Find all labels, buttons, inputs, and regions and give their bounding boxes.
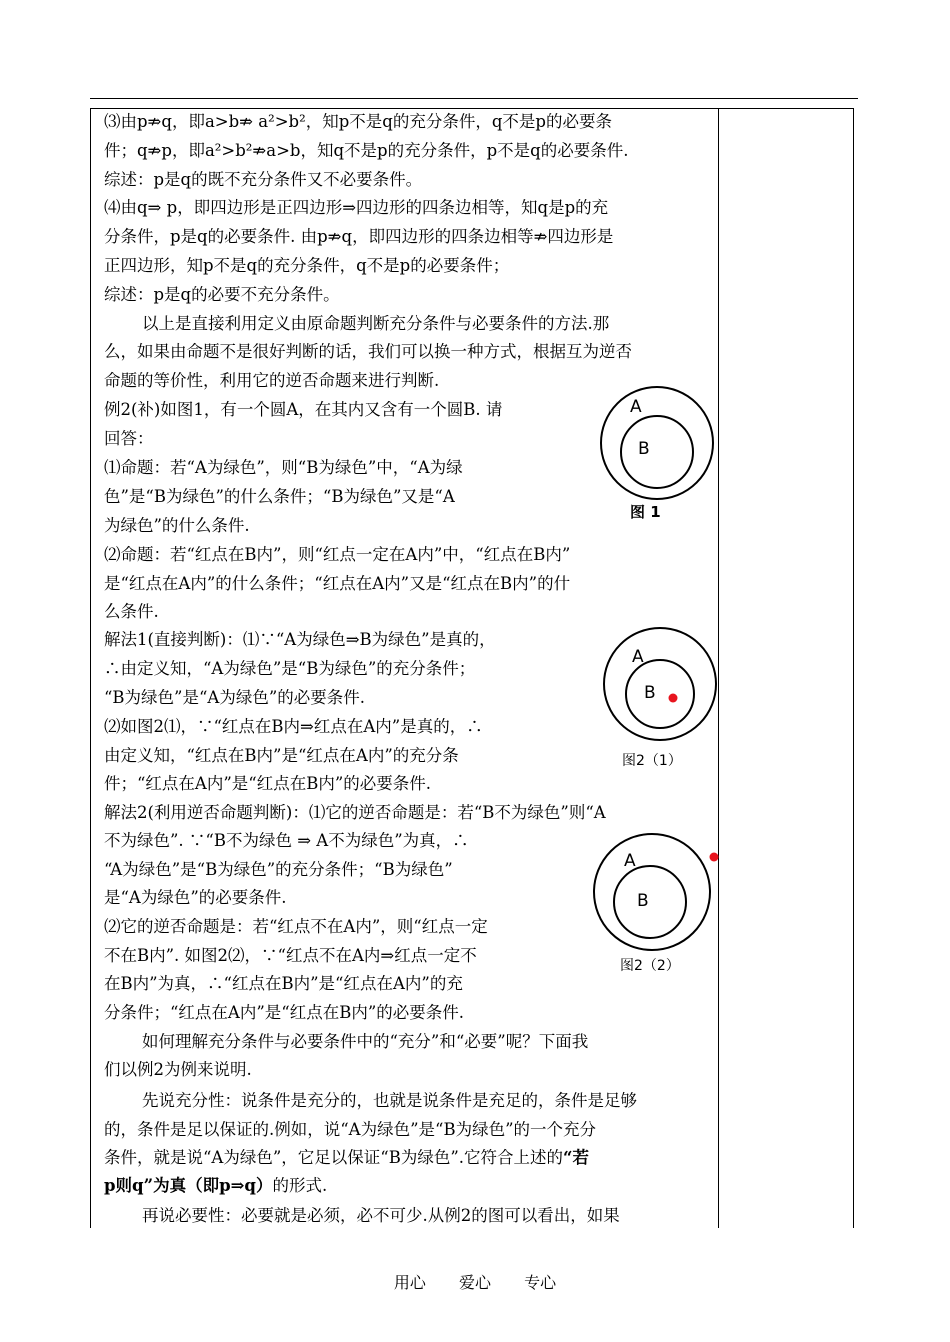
text-line: ⑴命题：若“A为绿色”，则“B为绿色”中，“A为绿 — [104, 458, 463, 477]
text-line: ⑵它的逆否命题是：若“红点不在A内”，则“红点一定 — [104, 917, 488, 936]
circle-b-label: B — [644, 683, 656, 703]
text-line: 不在B内”. 如图2⑵，∵“红点不在A内⇒红点一定不 — [104, 946, 477, 965]
page-footer — [0, 1270, 950, 1293]
text-line: “A为绿色”是“B为绿色”的充分条件；“B为绿色” — [104, 860, 453, 879]
emphasis-run: “若 — [563, 1148, 590, 1167]
text-line: 是“A为绿色”的必要条件. — [104, 888, 287, 907]
circle-a-label: A — [630, 397, 642, 417]
text-line — [104, 1175, 327, 1197]
circle-b-label: B — [638, 439, 650, 459]
inner-circle-b — [626, 660, 694, 728]
emphasis-run: p则q”为真（即p⇒q） — [104, 1176, 273, 1195]
outer-circle-a — [604, 628, 716, 740]
text-line: 综述：p是q的既不充分条件又不必要条件。 — [104, 170, 423, 189]
text-line: 么条件. — [104, 602, 159, 621]
text-line: ∴由定义知，“A为绿色”是“B为绿色”的充分条件； — [104, 659, 476, 678]
text-line: 正四边形，知p不是q的充分条件，q不是p的必要条件； — [104, 256, 510, 275]
outer-circle-a — [601, 387, 713, 499]
text-line: ⑵命题：若“红点在B内”，则“红点一定在A内”中，“红点在B内” — [104, 545, 571, 564]
figure-2-2 — [592, 830, 724, 980]
text-line: 先说充分性：说条件是充分的，也就是说条件是充足的，条件是足够 — [142, 1091, 637, 1110]
example-heading-line: 例2(补)如图1，有一个圆A，在其内又含有一个圆B. 请 — [104, 400, 503, 419]
text-line: ⑶由p⇏q，即a>b⇏ a²>b²，知p不是q的充分条件，q不是p的必要条 — [104, 112, 612, 131]
text-line: ⑷由q⇒ p，即四边形是正四边形⇒四边形的四条边相等，知q是p的充 — [104, 198, 609, 217]
header-rule — [90, 98, 858, 99]
text-line: 分条件，p是q的必要条件. 由p⇏q，即四边形的四条边相等⇏四边形是 — [104, 227, 614, 246]
footer-item: 专心 — [524, 1273, 557, 1292]
figure-caption: 图2（2） — [620, 958, 680, 974]
text-line: 件；q⇏p，即a²>b²⇏a>b，知q不是p的充分条件，p不是q的必要条件. — [104, 141, 629, 160]
text-run: 的形式. — [272, 1176, 328, 1195]
text-line: ⑵如图2⑴，∵“红点在B内⇒红点在A内”是真的，∴ — [104, 717, 483, 736]
text-line: 的，条件是足以保证的.例如，说“A为绿色”是“B为绿色”的一个充分 — [104, 1120, 597, 1139]
figure-2-1 — [598, 620, 722, 772]
text-line: 解法2(利用逆否命题判断)：⑴它的逆否命题是：若“B不为绿色”则“A — [104, 803, 606, 822]
text-line: 在B内”为真，∴“红点在B内”是“红点在A内”的充 — [104, 974, 463, 993]
circle-a-label: A — [624, 851, 636, 871]
red-dot — [669, 694, 678, 703]
text-line: 们以例2为例来说明. — [104, 1060, 252, 1079]
text-line: 以上是直接利用定义由原命题判断充分条件与必要条件的方法.那 — [142, 314, 610, 333]
text-line: 如何理解充分条件与必要条件中的“充分”和“必要”呢？下面我 — [142, 1032, 589, 1051]
text-line: 解法1(直接判断)：⑴∵“A为绿色⇒B为绿色”是真的， — [104, 630, 496, 649]
text-line: 综述：p是q的必要不充分条件。 — [104, 285, 340, 304]
circle-b-label: B — [637, 891, 649, 911]
inner-circle-b — [614, 866, 686, 938]
text-line: 由定义知，“红点在B内”是“红点在A内”的充分条 — [104, 746, 459, 765]
footer-item: 用心 — [393, 1273, 426, 1292]
inner-circle-b — [621, 416, 693, 488]
circle-a-label: A — [632, 647, 644, 667]
text-line: 命题的等价性，利用它的逆否命题来进行判断. — [104, 371, 440, 390]
figure-caption: 图2（1） — [622, 753, 682, 769]
text-line: 回答： — [104, 429, 154, 448]
text-line: “B为绿色”是“A为绿色”的必要条件. — [104, 688, 366, 707]
footer-item: 爱心 — [458, 1273, 491, 1292]
outer-circle-a — [594, 834, 710, 950]
text-line: 件；“红点在A内”是“红点在B内”的必要条件. — [104, 774, 432, 793]
text-line: 不为绿色”. ∵“B不为绿色 ⇒ A不为绿色”为真，∴ — [104, 831, 469, 850]
text-line: 么，如果由命题不是很好判断的话，我们可以换一种方式，根据互为逆否 — [104, 342, 632, 361]
text-line: 再说必要性：必要就是必须，必不可少.从例2的图可以看出，如果 — [142, 1206, 620, 1225]
text-run: 条件，就是说“A为绿色”，它足以保证“B为绿色”.它符合上述的 — [104, 1148, 564, 1167]
text-line — [104, 1147, 589, 1169]
text-line: 色”是“B为绿色”的什么条件；“B为绿色”又是“A — [104, 487, 455, 506]
text-line: 为绿色”的什么条件. — [104, 516, 250, 535]
text-line: 是“红点在A内”的什么条件；“红点在A内”又是“红点在B内”的什 — [104, 574, 571, 593]
red-dot — [710, 853, 719, 862]
figure-1 — [596, 378, 720, 528]
figure-caption: 图 1 — [630, 503, 661, 521]
text-line: 分条件；“红点在A内”是“红点在B内”的必要条件. — [104, 1003, 465, 1022]
